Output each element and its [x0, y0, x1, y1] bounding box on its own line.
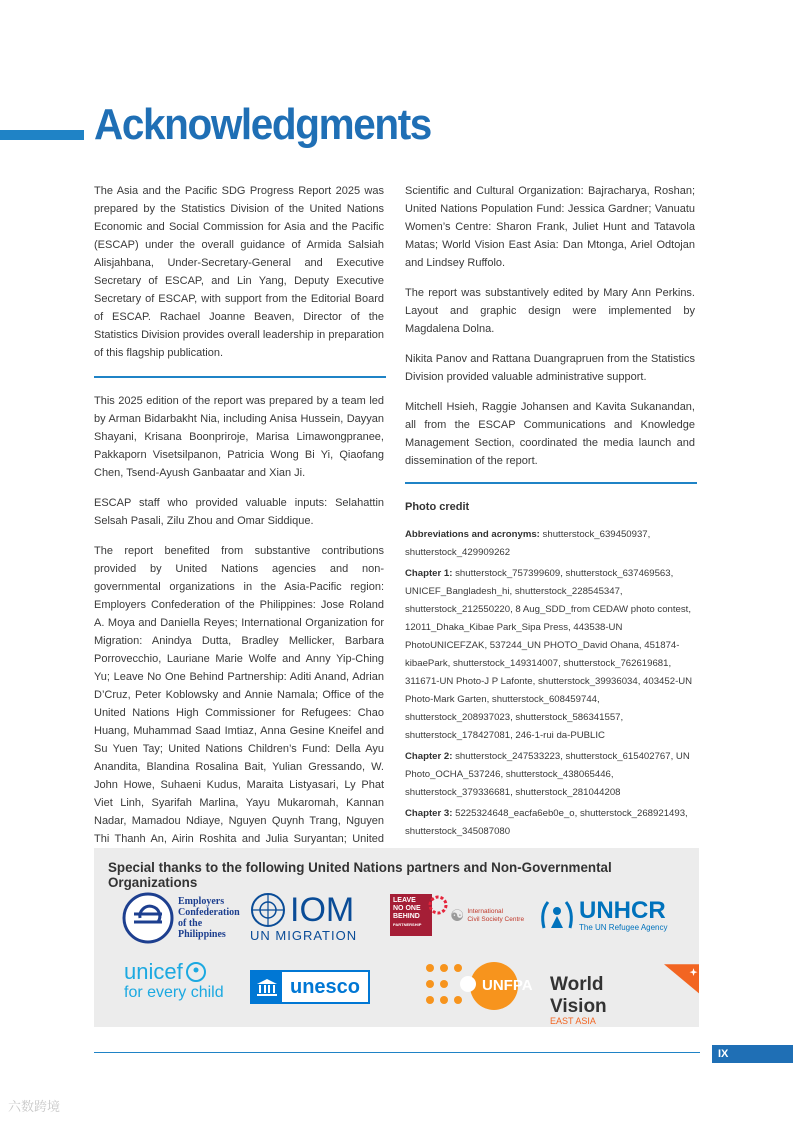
staff-paragraph: ESCAP staff who provided valuable inputs: Selahattin Selsah Pasali, Zilu Zhou and Omar Siddique.: [94, 497, 384, 527]
unesco-logo: unesco: [250, 970, 370, 1004]
communications-paragraph: Mitchell Hsieh, Raggie Johansen and Kavita Sukanandan, all from the ESCAP Communications and Knowledge Management Section, coordinated the media launch and dissemination of the report.: [405, 401, 695, 467]
title-accent-bar: [0, 130, 84, 140]
ecop-logo: Employers Confederation of the Philippines: [122, 892, 240, 944]
ecop-emblem-icon: [122, 892, 174, 944]
page-title: Acknowledgments: [94, 100, 431, 149]
unhcr-logo: UNHCR The UN Refugee Agency: [538, 898, 668, 932]
temple-icon: [256, 978, 278, 996]
unicef-logo: unicef for every child: [124, 959, 224, 1001]
contributions-paragraph: The report benefited from substantive contributions provided by United Nations agencies and non-governmental organizations in the Asia-Pacific region: Employers Confederation of the Philippines: Jose Roland A. Moya and Daniella Reyes; International Organization for Migration: Anindya Dutta, Bradley Mellicker, Barbara Porrovecchio, Lauriane Marie Wolfe and Anny Yip-Ching Yu; Leave No One Behind Partnership: Aditi Anand, Adrian D’Cruz, Peter Koblowsky and Annie Namala; Office of the United Nations High Commissioner for Refugees: Chao Huang, Muhammad Saad Imtiaz, Anna Gesine Kneifel and Su Yuen Tay; United Nations Children’s Fund: Della Ayu Anandita, Blandina Rosalina Bait, Yulian Gressando, W. John Howe, Suhaeni Kudus, Maraita Listyasari, Ly Phat Viet Linh, Syarifah Marlina, Yayu Mukaromah, Kannan Nadar, Mamadou Ndiaye, Nguyen Quynh Trang, Nguyen Thi Thanh An, Airin Roshita and Julia Suryantan; United: [94, 545, 384, 845]
photo-credit-item: Chapter 2: shutterstock_247533223, shutterstock_615402767, UN Photo_OCHA_537246, shutterstock_438065446, shutterstock_379336681, shutterstock_281044208: [405, 751, 690, 798]
unicef-emblem-icon: [185, 961, 207, 983]
lnob-logo: LEAVE NO ONE BEHIND PARTNERSHIP: [390, 894, 448, 936]
footer-rule: [94, 1052, 700, 1053]
photo-credit-item: Chapter 3: 5225324648_eacfa6eb0e_o, shutterstock_268921493, shutterstock_345087080: [405, 808, 688, 837]
section-divider: [94, 376, 386, 378]
world-vision-star-icon: [664, 964, 699, 994]
iom-logo: IOM UN MIGRATION: [250, 891, 358, 943]
contributions-continued-paragraph: Scientific and Cultural Organization: Bajracharya, Roshan; United Nations Population Fund: Jessica Gardner; Vanuatu Women’s Centre: Sharon Frank, Juliet Hunt and Tatavola Matas; World Vision East Asia: Dan Mtonga, Ariel Odtojan and Lindsey Ruffolo.: [405, 185, 695, 269]
icsc-icon: ☯: [450, 908, 465, 925]
right-column: [405, 182, 695, 865]
photo-credit-item: Abbreviations and acronyms: shutterstock_639450937, shutterstock_429909262: [405, 529, 651, 558]
unfpa-logo: UNFPA: [424, 962, 534, 1010]
page-number: IX: [712, 1045, 793, 1063]
sdg-wheel-icon: [428, 895, 448, 915]
partners-box: [94, 848, 699, 1027]
partners-heading: Special thanks to the following United Nations partners and Non-Governmental Organizations: [108, 860, 612, 890]
icsc-logo: ☯ International Civil Society Centre: [450, 908, 525, 925]
editing-paragraph: The report was substantively edited by Mary Ann Perkins. Layout and graphic design were implemented by Magdalena Dolna.: [405, 287, 695, 335]
unhcr-emblem-icon: [538, 898, 576, 932]
left-column: [94, 182, 384, 878]
un-globe-icon: [250, 892, 286, 928]
section-divider: [405, 482, 697, 484]
admin-support-paragraph: Nikita Panov and Rattana Duangrapruen from the Statistics Division provided valuable administrative support.: [405, 353, 695, 383]
world-vision-logo: World Vision EAST ASIA: [550, 964, 699, 1026]
photo-credit-item: Chapter 1: shutterstock_757399609, shutterstock_637469563, UNICEF_Bangladesh_hi, shutterstock_228545347, shutterstock_212550220, 8 Aug_SDD_from CEDAW photo contest, 12011_Dhaka_Kibae Park_Sipa Press, 443538-UN PhotoUNICEFZAK, 537244_UN PHOTO_David Ohana, 451874-kibaePark, shutterstock_149314007, shutterstock_762619681, 311671-UN Photo-J P Lafonte, shutterstock_39936034, 403452-UN Photo-Mark Garten, shutterstock_608459744, shutterstock_208937023, shutterstock_586341557, shutterstock_178427081, 246-1-rui da-PUBLIC: [405, 568, 693, 741]
team-paragraph: This 2025 edition of the report was prepared by a team led by Arman Bidarbakht Nia, including Anisa Hussein, Dayyan Shayani, Krisana Boonpriroje, Marisa Limawongpranee, Pakkaporn Visetsilpanon, Patricia Wong Bi Yi, Qiaofang Chen, Tsend-Ayush Ganbaatar and Xian Ji.: [94, 395, 384, 479]
intro-paragraph: The Asia and the Pacific SDG Progress Report 2025 was prepared by the Statistics Division of the United Nations Economic and Social Commission for Asia and the Pacific (ESCAP) under the overall guidance of Armida Salsiah Alisjahbana, Under-Secretary-General and Executive Secretary of ESCAP, and Lin Yang, Deputy Executive Secretary of ESCAP, with support from the Editorial Board of ESCAP. Rachael Joanne Beaven, Director of the Statistics Division provides overall leadership in preparation of this flagship publication.: [94, 185, 384, 359]
photo-credit-heading: Photo credit: [405, 501, 470, 513]
watermark-text: 六数跨境: [8, 1099, 61, 1114]
